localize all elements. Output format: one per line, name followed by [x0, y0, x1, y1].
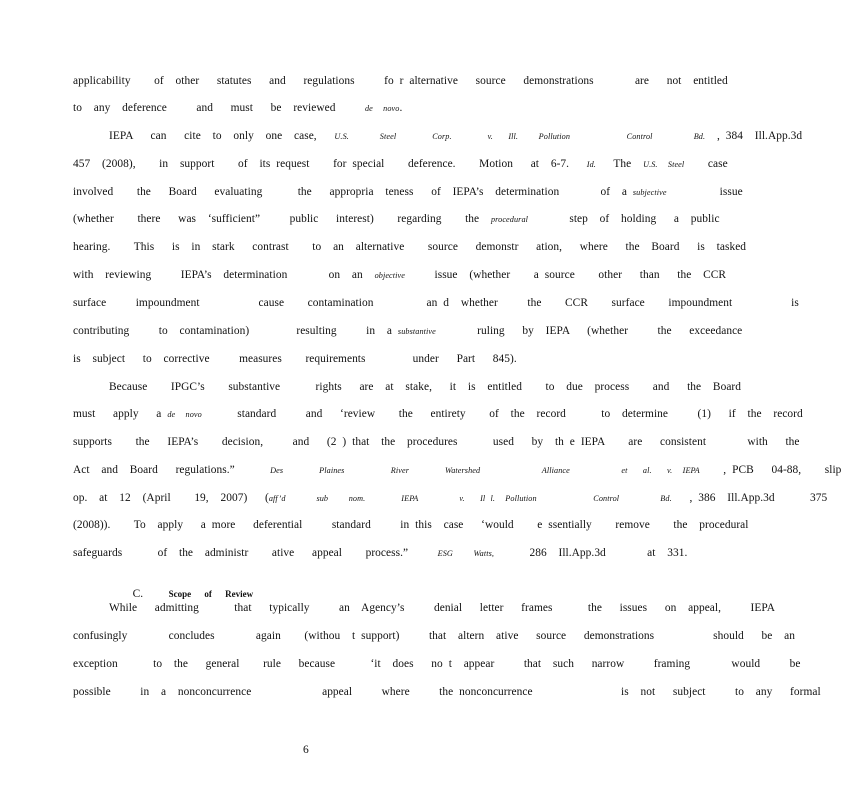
text-line: [73, 685, 821, 699]
text-segment: safeguards of the administr ative appeal process.”: [73, 547, 438, 559]
italic-citation: subjective: [632, 188, 667, 197]
italic-citation: substantive: [397, 327, 436, 336]
text-line: [73, 157, 728, 172]
text-segment: exception to the general rule because ‘it does no t appear that such narrow framing would be: [73, 658, 801, 670]
italic-citation: U.S. Steel Corp. v. Ill. Pollution Control Bd.: [334, 132, 706, 141]
italic-citation: U.S. Steel: [643, 160, 685, 169]
text-line: [73, 407, 803, 422]
text-line: [73, 74, 728, 88]
text-line: [73, 296, 799, 310]
text-segment: , PCB 04-88, slip: [699, 464, 841, 476]
text-line: [73, 463, 841, 478]
text-line: [73, 518, 749, 532]
text-segment: must apply a: [73, 408, 168, 420]
text-segment: with reviewing IEPA’s determination on an: [73, 269, 375, 281]
italic-citation: de novo: [167, 410, 202, 419]
text-segment: , 386 Ill.App.3d 375: [671, 492, 828, 504]
text-segment: ruling by IEPA (whether the exceedance: [435, 325, 743, 337]
text-segment: 457 (2008), in support of its request for special deference. Motion at 6-7.: [73, 158, 587, 170]
text-segment: 286 Ill.App.3d at 331.: [494, 547, 688, 559]
text-line: [109, 129, 803, 144]
text-line: [73, 352, 691, 366]
text-segment: involved the Board evaluating the appropria teness of IEPA’s determination of a: [73, 186, 633, 198]
text-segment: hearing. This is in stark contrast to an alternative source demonstr ation, where the Board is tasked: [73, 241, 747, 253]
italic-citation: ESG Watts,: [437, 549, 495, 558]
text-segment: step of holding a public: [528, 213, 720, 225]
text-segment: .: [399, 102, 403, 114]
text-segment: Because IPGC’s substantive rights are at stake, it is entitled to due process and the Board: [109, 381, 742, 393]
text-segment: standard and ‘review the entirety of the record to determine (1) if the record: [201, 408, 803, 420]
text-segment: contributing to contamination) resulting in a: [73, 325, 398, 337]
text-line: [73, 491, 828, 506]
text-line: [73, 324, 743, 339]
text-line: [73, 657, 801, 671]
italic-citation: procedural: [490, 215, 529, 224]
text-segment: issue (whether a source other than the CCR: [405, 269, 727, 281]
section-heading: [109, 573, 727, 615]
text-segment: (2008)). To apply a more deferential standard in this case ‘would e ssentially remove the procedural: [73, 519, 749, 531]
text-segment: , 384 Ill.App.3d: [705, 130, 803, 142]
text-line: [73, 435, 800, 449]
text-segment: issue: [666, 186, 743, 198]
section-heading-label: C.: [132, 588, 144, 600]
text-line: [73, 101, 691, 116]
text-line: [73, 268, 727, 283]
text-segment: confusingly concludes again (withou t support) that altern ative source demonstrations should be an: [73, 630, 795, 642]
section-heading-title: Scope of Review: [168, 589, 254, 599]
italic-citation: aff’d sub nom. IEPA v. Il l. Pollution Control Bd.: [268, 494, 672, 503]
italic-citation: objective: [374, 271, 406, 280]
italic-citation: de novo: [364, 104, 400, 113]
text-segment: surface impoundment cause contamination an d whether the CCR surface impoundment is: [73, 297, 799, 309]
text-segment: possible in a nonconcurrence appeal where the nonconcurrence is not subject to any formal: [73, 686, 821, 698]
text-segment: is subject to corrective measures requirements under Part 845).: [73, 353, 517, 365]
page-number: 6: [303, 744, 309, 756]
text-line: [73, 240, 747, 254]
italic-citation: Des Plaines River Watershed Alliance et al. v. IEPA: [270, 466, 700, 475]
italic-citation: Id.: [586, 160, 596, 169]
text-segment: applicability of other statutes and regulations fo r alternative source demonstrations are not entitled: [73, 75, 728, 87]
text-segment: The: [595, 158, 644, 170]
text-line: [73, 546, 691, 561]
text-segment: (whether there was ‘sufficient” public interest) regarding the: [73, 213, 491, 225]
text-segment: supports the IEPA’s decision, and (2 ) that the procedures used by th e IEPA are consistent with the: [73, 436, 800, 448]
text-segment: While admitting that typically an Agency’s denial letter frames the issues on appeal, IEPA: [109, 602, 775, 614]
text-segment: to any deference and must be reviewed: [73, 102, 365, 114]
text-line: [73, 212, 720, 227]
text-line: [109, 380, 742, 394]
text-segment: IEPA can cite to only one case,: [109, 130, 335, 142]
text-segment: Act and Board regulations.”: [73, 464, 271, 476]
text-line: [73, 185, 743, 200]
text-segment: op. at 12 (April 19, 2007) (: [73, 492, 269, 504]
text-segment: case: [684, 158, 728, 170]
text-line: [73, 629, 795, 643]
